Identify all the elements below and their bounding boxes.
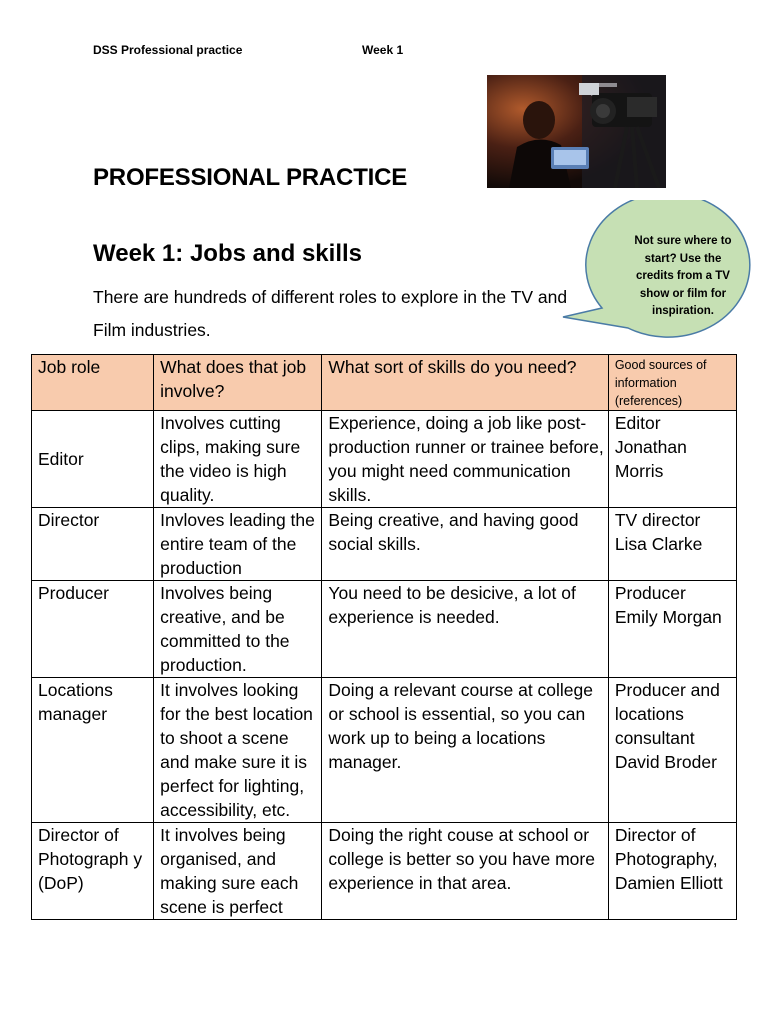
page-subtitle: Week 1: Jobs and skills — [93, 240, 363, 267]
jobs-table — [31, 354, 737, 920]
cell-sources: Producer and locations consultant David Broder — [608, 678, 736, 823]
cell-involves: It involves being organised, and making sure each scene is perfect — [154, 823, 322, 920]
cell-skills: Being creative, and having good social skills. — [322, 508, 608, 581]
table-header-row — [32, 355, 737, 411]
cell-role: Locations manager — [32, 678, 154, 823]
callout-text: Not sure where to start? Use the credits from a TV show or film for inspiration. — [634, 235, 732, 318]
cell-skills: You need to be desicive, a lot of experience is needed. — [322, 581, 608, 678]
table-row — [32, 411, 737, 508]
cell-sources: Producer Emily Morgan — [608, 581, 736, 678]
cell-sources: Editor Jonathan Morris — [608, 411, 736, 508]
table-row — [32, 823, 737, 920]
table-row — [32, 678, 737, 823]
cell-role: Editor — [32, 411, 154, 508]
column-header-sources: Good sources of information (references) — [608, 355, 736, 411]
cell-involves: It involves looking for the best location to shoot a scene and make sure it is perfect for lighting, accessibility, etc. — [154, 678, 322, 823]
column-header-skills: What sort of skills do you need? — [322, 355, 608, 411]
cell-involves: Involves cutting clips, making sure the video is high quality. — [154, 411, 322, 508]
column-header-job-role: Job role — [32, 355, 154, 411]
page-title: PROFESSIONAL PRACTICE — [93, 164, 408, 191]
cell-sources: Director of Photography, Damien Elliott — [608, 823, 736, 920]
cell-skills: Doing a relevant course at college or school is essential, so you can work up to being a locations manager. — [322, 678, 608, 823]
header-course-title: DSS Professional practice — [93, 43, 243, 57]
column-header-involves: What does that job involve? — [154, 355, 322, 411]
cell-involves: Involves being creative, and be committed to the production. — [154, 581, 322, 678]
cell-role: Director of Photograph y (DoP) — [32, 823, 154, 920]
header-week: Week 1 — [362, 43, 404, 57]
cell-role: Producer — [32, 581, 154, 678]
cell-role: Director — [32, 508, 154, 581]
cell-involves: Invloves leading the entire team of the production — [154, 508, 322, 581]
cell-sources: TV director Lisa Clarke — [608, 508, 736, 581]
table-row — [32, 508, 737, 581]
table-row — [32, 581, 737, 678]
film-camera-photo — [487, 75, 666, 188]
cell-skills: Doing the right couse at school or college is better so you have more experience in that area. — [322, 823, 608, 920]
intro-paragraph: There are hundreds of different roles to explore in the TV and Film industries. — [93, 287, 568, 340]
cell-skills: Experience, doing a job like post-production runner or trainee before, you might need communication skills. — [322, 411, 608, 508]
